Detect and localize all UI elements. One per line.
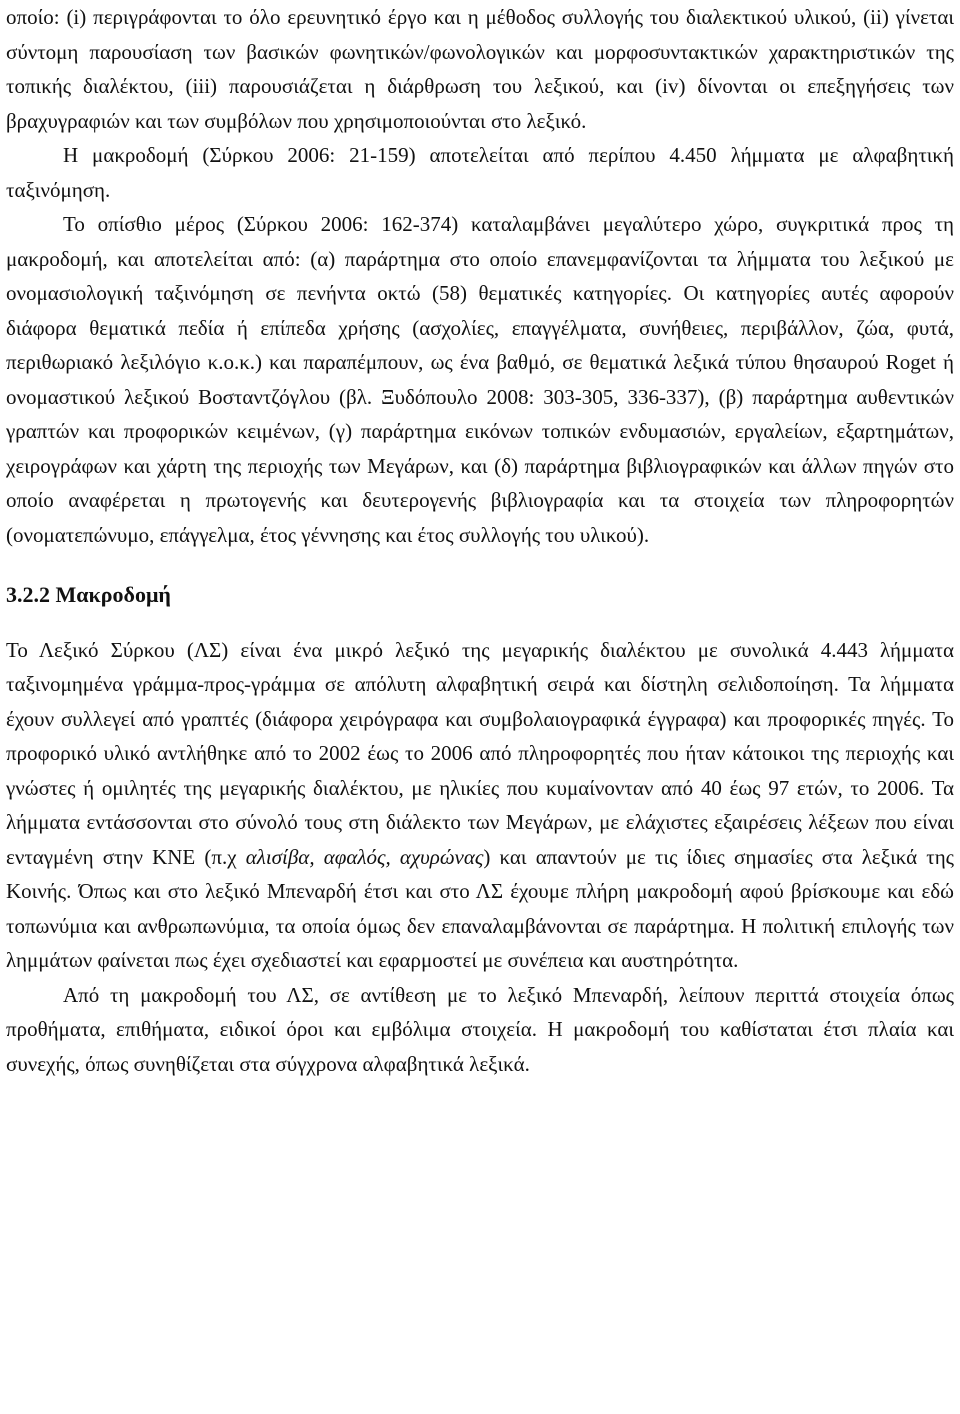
paragraph-dictionary-description (6, 633, 954, 978)
paragraph-text-part: ) και απαντούν με τις ίδιες σημασίες στα λεξικά της Κοινής. Όπως και στο λεξικό Μπεναρδή έτσι και στο ΛΣ έχουμε πλήρη μακροδομή αφού βρίσκουμε και εδώ τοπωνύμια και ανθρωπωνύμια, τα οποία όμως δεν επαναλαμβάνονται σε παράρτημα. Η πολιτική επιλογής των λημμάτων φαίνεται πως έχει σχεδιαστεί και εφαρμοστεί με συνέπεια και αυστηρότητα. (6, 844, 954, 972)
italic-examples: αλισίβα, αφαλός, αχυρώνας (245, 844, 484, 869)
paragraph-back-matter: Το οπίσθιο μέρος (Σύρκου 2006: 162-374) καταλαμβάνει μεγαλύτερο χώρο, συγκριτικά προς τη μακροδομή, και αποτελείται από: (α) παράρτημα στο οποίο επανεμφανίζονται τα λήμματα του λεξικού με ονομασιολογική ταξινόμηση σε πενήντα οκτώ (58) θεματικές κατηγορίες. Οι κατηγορίες αυτές αφορούν διάφορα θεματικά πεδία ή επίπεδα χρήσης (ασχολίες, επαγγέλματα, συνήθειες, περιβάλλον, ζώα, φυτά, περιθωριακό λεξιλόγιο κ.ο.κ.) και παραπέμπουν, ως ένα βαθμό, σε θεματικά λεξικά τύπου θησαυρού Roget ή ονομαστικού λεξικού Βοσταντζόγλου (βλ. Ξυδόπουλο 2008: 303-305, 336-337), (β) παράρτημα αυθεντικών γραπτών και προφορικών κειμένων, (γ) παράρτημα εικόνων τοπικών ενδυμασιών, εργαλείων, εξαρτημάτων, χειρογράφων και χάρτη της περιοχής των Μεγάρων, και (δ) παράρτημα βιβλιογραφικών και άλλων πηγών στο οποίο αναφέρεται η πρωτογενής και δευτερογενής βιβλιογραφία και τα στοιχεία των πληροφορητών (ονοματεπώνυμο, επάγγελμα, έτος γέννησης και έτος συλλογής του υλικού). (6, 212, 954, 547)
paragraph-macrostructure-summary: Η μακροδομή (Σύρκου 2006: 21-159) αποτελείται από περίπου 4.450 λήμματα με αλφαβητική ταξινόμηση. (6, 143, 954, 202)
paragraph-macrostructure-comparison: Από τη μακροδομή του ΛΣ, σε αντίθεση με το λεξικό Μπεναρδή, λείπουν περιττά στοιχεία όπως προθήματα, επιθήματα, ειδικοί όροι και εμβόλιμα στοιχεία. Η μακροδομή του καθίσταται έτσι πλαία και συνεχής, όπως συνηθίζεται στα σύγχρονα αλφαβητικά λεξικά. (6, 982, 954, 1076)
paragraph-text-part: Το Λεξικό Σύρκου (ΛΣ) είναι ένα μικρό λεξικό της μεγαρικής διαλέκτου με συνολικά 4.443 λήμματα ταξινομημένα γράμμα-προς-γράμμα σε απόλυτη αλφαβητική σειρά και δίστηλη σελιδοποίηση. Τα λήμματα έχουν συλλεγεί από γραπτές (διάφορα χειρόγραφα και συμβολαιογραφικά έγγραφα) και προφορικές πηγές. Το προφορικό υλικό αντλήθηκε από το 2002 έως το 2006 από πληροφορητές που ήταν κάτοικοι της περιοχής και γνώστες ή ομιλητές της μεγαρικής διαλέκτου, με ηλικίες που κυμαίνονταν από 40 έως 97 ετών, το 2006. Τα λήμματα εντάσσονται στο σύνολό τους στη διάλεκτο των Μεγάρων, με ελάχιστες εξαιρέσεις λέξεων που είναι ενταγμένη στην ΚΝΕ (π.χ (6, 637, 954, 869)
section-heading: 3.2.2 Μακροδομή (6, 582, 171, 607)
paragraph-intro-continued: οποίο: (i) περιγράφονται το όλο ερευνητικό έργο και η μέθοδος συλλογής του διαλεκτικού υλικού, (ii) γίνεται σύντομη παρουσίαση των βασικών φωνητικών/φωνολογικών και μορφοσυντακτικών χαρακτηριστικών της τοπικής διαλέκτου, (iii) παρουσιάζεται η διάρθρωση του λεξικού, και (iv) δίνονται οι επεξηγήσεις των βραχυγραφιών και των συμβόλων που χρησιμοποιούνται στο λεξικό. (6, 5, 954, 133)
